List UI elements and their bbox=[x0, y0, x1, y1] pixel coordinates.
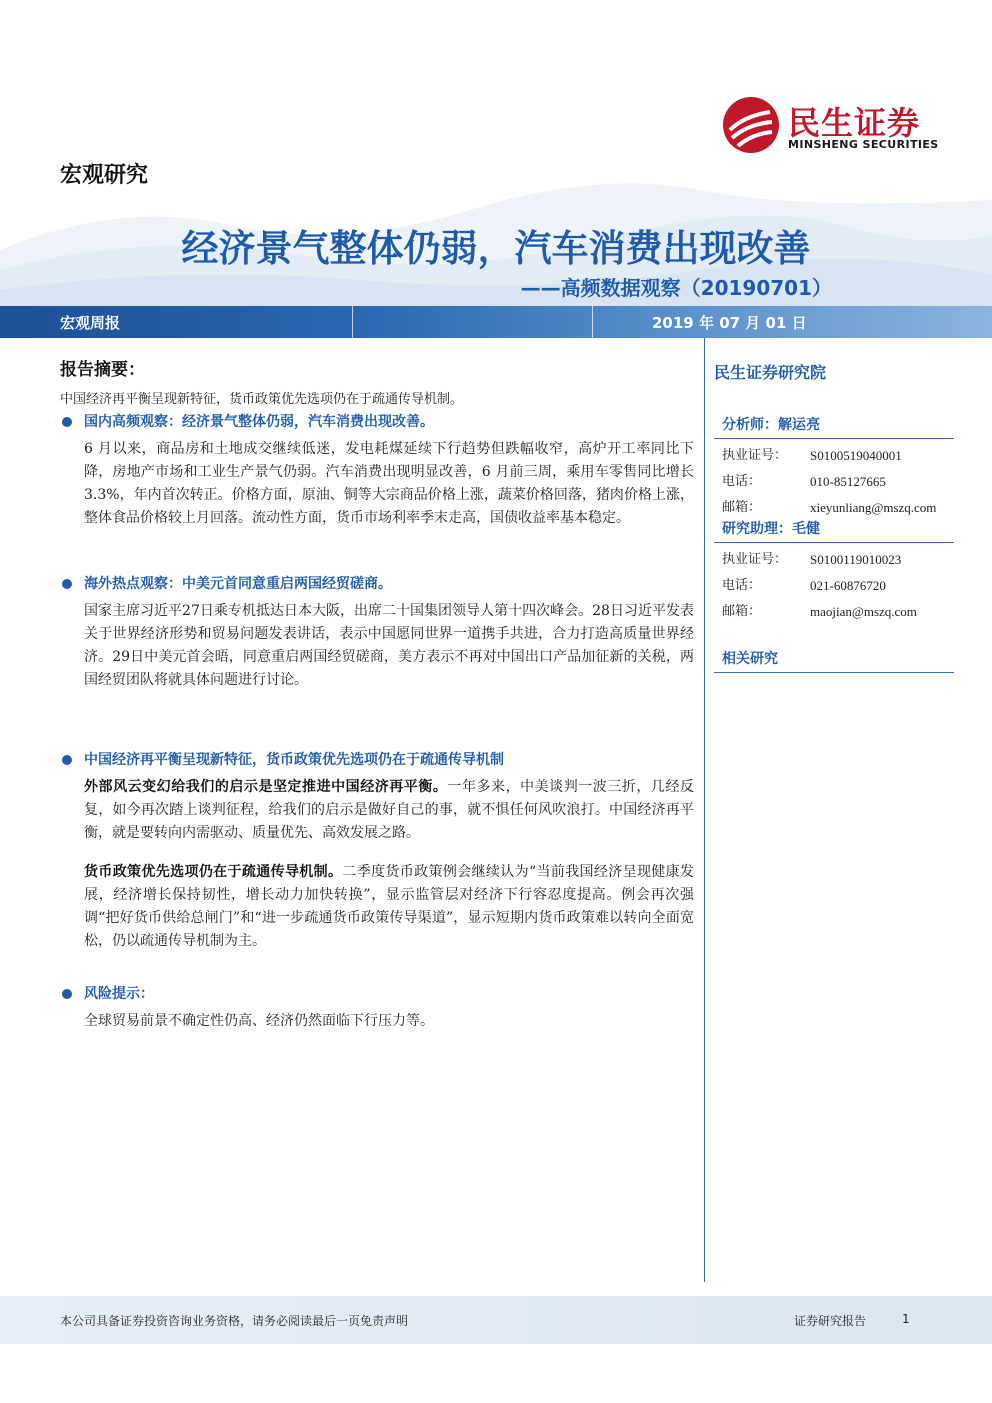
license-number: S0100519040001 bbox=[810, 448, 902, 463]
section-domestic bbox=[60, 412, 694, 546]
paragraph-text: 二季度货币政策例会继续认为“当前我国经济呈现健康发展，经济增长保持韧性，增长动力加快转换”，显示监管层对经济下行容忍度提高。例会再次强调“把好货币供给总闸门”和“进一步疏通货币政策传导渠道”，显示短期内货币政策难以转向全面宽松，仍以疏通传导机制为主。 bbox=[84, 864, 695, 949]
footer-disclaimer: 本公司具备证券投资咨询业务资格，请务必阅读最后一页免责声明 bbox=[60, 1314, 409, 1328]
page-footer bbox=[0, 1296, 992, 1344]
report-type: 宏观周报 bbox=[60, 314, 121, 332]
paragraph bbox=[84, 600, 694, 692]
analyst-block bbox=[714, 414, 954, 521]
sidebar-divider bbox=[704, 338, 705, 1282]
logo-english-name: MINSHENG SECURITIES bbox=[788, 138, 939, 151]
report-title: 经济景气整体仍弱，汽车消费出现改善 bbox=[181, 227, 811, 270]
paragraph bbox=[84, 1010, 694, 1033]
field-label: 邮箱： bbox=[722, 604, 762, 619]
assistant-email-row bbox=[714, 599, 954, 625]
bullet-icon bbox=[62, 579, 72, 589]
bullet-icon bbox=[62, 755, 72, 765]
logo-chinese-name: 民生证券 bbox=[788, 104, 921, 142]
paragraph-lead: 货币政策优先选项仍在于疏通传导机制。 bbox=[84, 864, 343, 880]
abstract-heading: 报告摘要： bbox=[60, 360, 145, 380]
minsheng-logo-icon bbox=[722, 96, 780, 154]
bar-divider bbox=[592, 306, 593, 338]
report-category: 宏观研究 bbox=[60, 163, 149, 188]
section-title-text: 海外热点观察：中美元首同意重启两国经贸磋商。 bbox=[84, 576, 392, 592]
research-institute: 民生证券研究院 bbox=[714, 363, 827, 382]
analyst-license-row bbox=[714, 443, 954, 469]
email-address[interactable]: xieyunliang@mszq.com bbox=[810, 500, 937, 515]
field-label: 电话： bbox=[722, 578, 762, 593]
section-title-text: 国内高频观察：经济景气整体仍弱，汽车消费出现改善。 bbox=[84, 414, 434, 430]
section-risk bbox=[60, 984, 694, 1049]
paragraph-text: 一年多来，中美谈判一波三折，几经反复，如今再次踏上谈判征程，给我们的启示是做好自己的事，就不惧任何风吹浪打。中国经济再平衡，就是要转向内需驱动、质量优先、高效发展之路。 bbox=[84, 779, 695, 841]
company-logo bbox=[722, 96, 962, 156]
footer-doc-type: 证券研究报告 bbox=[794, 1314, 867, 1328]
paragraph bbox=[84, 776, 694, 845]
paragraph-text: 6 月以来，商品房和土地成交继续低迷，发电耗煤延续下行趋势但跌幅收窄，高炉开工率同比下降，房地产市场和工业生产景气仍弱。汽车消费出现明显改善，6 月前三周，乘用车零售同比增长 3.3%，年内首次转正。价格方面，原油、铜等大宗商品价格上涨，蔬菜价格回落，猪肉价格上涨，整体食品价格较上月回落。流动性方面，货币市场利率季末走高，国债收益率基本稳定。 bbox=[84, 441, 694, 526]
paragraph-text: 国家主席习近平27日乘专机抵达日本大阪，出席二十国集团领导人第十四次峰会。28日习近平发表关于世界经济形势和贸易问题发表讲话，表示中国愿同世界一道携手共进，合力打造高质量世界经济。29日中美元首会晤，同意重启两国经贸磋商，美方表示不再对中国出口产品加征新的关税，两国经贸团队将就具体问题进行讨论。 bbox=[84, 603, 694, 688]
report-subtitle: ——高频数据观察（20190701） bbox=[520, 276, 832, 300]
section-title bbox=[60, 750, 694, 770]
assistant-heading: 研究助理：毛健 bbox=[714, 518, 954, 543]
email-address[interactable]: maojian@mszq.com bbox=[810, 604, 917, 619]
analyst-heading: 分析师：解运亮 bbox=[714, 414, 954, 439]
paragraph-lead: 外部风云变幻给我们的启示是坚定推进中国经济再平衡。 bbox=[84, 779, 448, 795]
section-title bbox=[60, 984, 694, 1004]
bullet-icon bbox=[62, 989, 72, 999]
paragraph bbox=[84, 438, 694, 530]
report-date: 2019 年 07 月 01 日 bbox=[652, 314, 807, 332]
field-label: 邮箱： bbox=[722, 500, 762, 515]
section-body bbox=[84, 776, 694, 953]
paragraph-text: 全球贸易前景不确定性仍高、经济仍然面临下行压力等。 bbox=[84, 1013, 434, 1029]
assistant-license-row bbox=[714, 547, 954, 573]
license-number: S0100119010023 bbox=[810, 552, 902, 567]
section-title bbox=[60, 412, 694, 432]
section-body bbox=[84, 438, 694, 530]
field-label: 执业证号： bbox=[722, 552, 788, 567]
section-rebalance bbox=[60, 750, 694, 969]
info-bar bbox=[0, 306, 992, 338]
analyst-phone-row bbox=[714, 469, 954, 495]
related-research-heading: 相关研究 bbox=[714, 648, 954, 673]
bullet-icon bbox=[62, 417, 72, 427]
page-number: 1 bbox=[902, 1312, 910, 1326]
phone-number: 010-85127665 bbox=[810, 474, 886, 489]
assistant-block bbox=[714, 518, 954, 625]
paragraph bbox=[84, 861, 694, 953]
phone-number: 021-60876720 bbox=[810, 578, 886, 593]
section-body bbox=[84, 1010, 694, 1033]
section-body bbox=[84, 600, 694, 692]
abstract-summary: 中国经济再平衡呈现新特征，货币政策优先选项仍在于疏通传导机制。 bbox=[60, 392, 464, 407]
section-title bbox=[60, 574, 694, 594]
bar-divider bbox=[352, 306, 353, 338]
section-title-text: 中国经济再平衡呈现新特征，货币政策优先选项仍在于疏通传导机制 bbox=[84, 752, 504, 768]
assistant-phone-row bbox=[714, 573, 954, 599]
field-label: 执业证号： bbox=[722, 448, 788, 463]
section-title-text: 风险提示： bbox=[84, 986, 154, 1002]
related-research-block bbox=[714, 648, 954, 673]
section-overseas bbox=[60, 574, 694, 708]
field-label: 电话： bbox=[722, 474, 762, 489]
